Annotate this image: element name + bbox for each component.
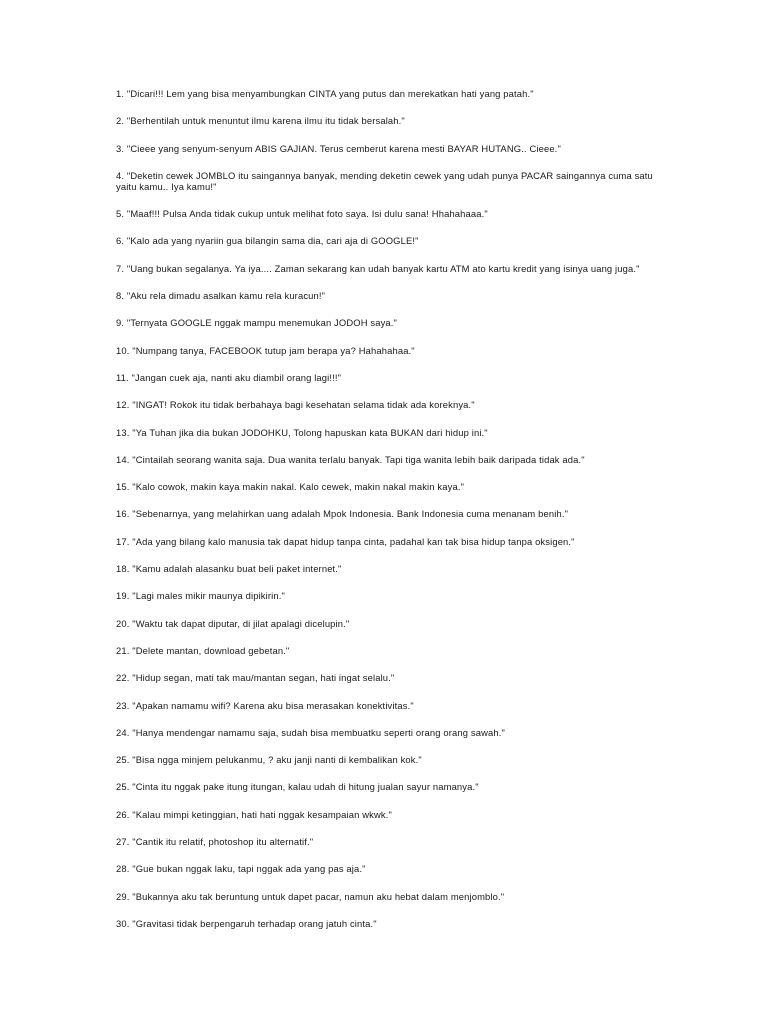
list-item: 8. "Aku rela dimadu asalkan kamu rela kuracun!" <box>116 290 326 302</box>
list-item: 1. "Dicari!!! Lem yang bisa menyambungkan CINTA yang putus dan merekatkan hati yang patah." <box>116 88 534 99</box>
list-item: 3. "Cieee yang senyum-senyum ABIS GAJIAN. Terus cemberut karena mesti BAYAR HUTANG.. Cieee." <box>116 142 561 154</box>
list-item: 12. "INGAT! Rokok itu tidak berbahaya bagi kesehatan selama tidak ada koreknya." <box>116 399 475 411</box>
list-item: 14. "Cintailah seorang wanita saja. Dua wanita terlalu banyak. Tapi tiga wanita lebih baik daripada tidak ada." <box>116 453 585 465</box>
list-item: 10. "Numpang tanya, FACEBOOK tutup jam berapa ya? Hahahahaa." <box>116 344 415 356</box>
list-item: 2. "Berhentilah untuk menuntut ilmu karena ilmu itu tidak bersalah." <box>116 115 405 127</box>
list-item: 16. "Sebenarnya, yang melahirkan uang adalah Mpok Indonesia. Bank Indonesia cuma menanam benih." <box>116 508 569 520</box>
list-item: 23. "Apakan namamu wifi? Karena aku bisa merasakan konektivitas." <box>116 699 414 711</box>
list-item: 21. "Delete mantan, download gebetan." <box>116 644 290 656</box>
list-item: 25. "Bisa ngga minjem pelukanmu, ? aku janji nanti di kembalikan kok." <box>116 754 422 766</box>
list-item: 19. "Lagi males mikir maunya dipikirin." <box>116 590 285 602</box>
list-item: 13. "Ya Tuhan jika dia bukan JODOHKU, Tolong hapuskan kata BUKAN dari hidup ini." <box>116 426 488 438</box>
list-item: 18. "Kamu adalah alasanku buat beli paket internet." <box>116 563 342 575</box>
list-item: 20. "Waktu tak dapat diputar, di jilat apalagi dicelupin." <box>116 617 350 629</box>
list-item: 4. "Deketin cewek JOMBLO itu saingannya banyak, mending deketin cewek yang udah punya PACAR saingannya cuma satu yaitu kamu.. Iya kamu!" <box>116 169 653 192</box>
list-item: 22. "Hidup segan, mati tak mau/mantan segan, hati ingat selalu." <box>116 672 395 684</box>
list-item: 6. "Kalo ada yang nyariin gua bilangin sama dia, cari aja di GOOGLE!" <box>116 235 419 247</box>
list-item: 26. "Kalau mimpi ketinggian, hati hati nggak kesampaian wkwk." <box>116 808 392 820</box>
list-item: 30. "Gravitasi tidak berpengaruh terhadap orang jatuh cinta." <box>116 917 377 929</box>
list-item: 17. "Ada yang bilang kalo manusia tak dapat hidup tanpa cinta, padahal kan tak bisa hidup tanpa oksigen." <box>116 535 575 547</box>
list-item: 15. "Kalo cowok, makin kaya makin nakal. Kalo cewek, makin nakal makin kaya." <box>116 481 465 493</box>
quote-list <box>116 88 656 945</box>
list-item: 25. "Cinta itu nggak pake itung itungan, kalau udah di hitung jualan sayur namanya." <box>116 781 479 793</box>
list-item: 7. "Uang bukan segalanya. Ya iya.... Zaman sekarang kan udah banyak kartu ATM ato kartu kredit yang isinya uang juga." <box>116 262 640 274</box>
list-item: 27. "Cantik itu relatif, photoshop itu alternatif." <box>116 836 314 848</box>
list-item: 29. "Bukannya aku tak beruntung untuk dapet pacar, namun aku hebat dalam menjomblo." <box>116 890 505 902</box>
list-item: 9. "Ternyata GOOGLE nggak mampu menemukan JODOH saya." <box>116 317 398 329</box>
list-item: 28. "Gue bukan nggak laku, tapi nggak ada yang pas aja." <box>116 863 366 875</box>
list-item: 5. "Maaf!!! Pulsa Anda tidak cukup untuk melihat foto saya. Isi dulu sana! Hhahahaaa." <box>116 208 488 220</box>
list-item: 11. "Jangan cuek aja, nanti aku diambil orang lagi!!!" <box>116 371 342 383</box>
list-item: 24. "Hanya mendengar namamu saja, sudah bisa membuatku seperti orang orang sawah." <box>116 726 505 738</box>
